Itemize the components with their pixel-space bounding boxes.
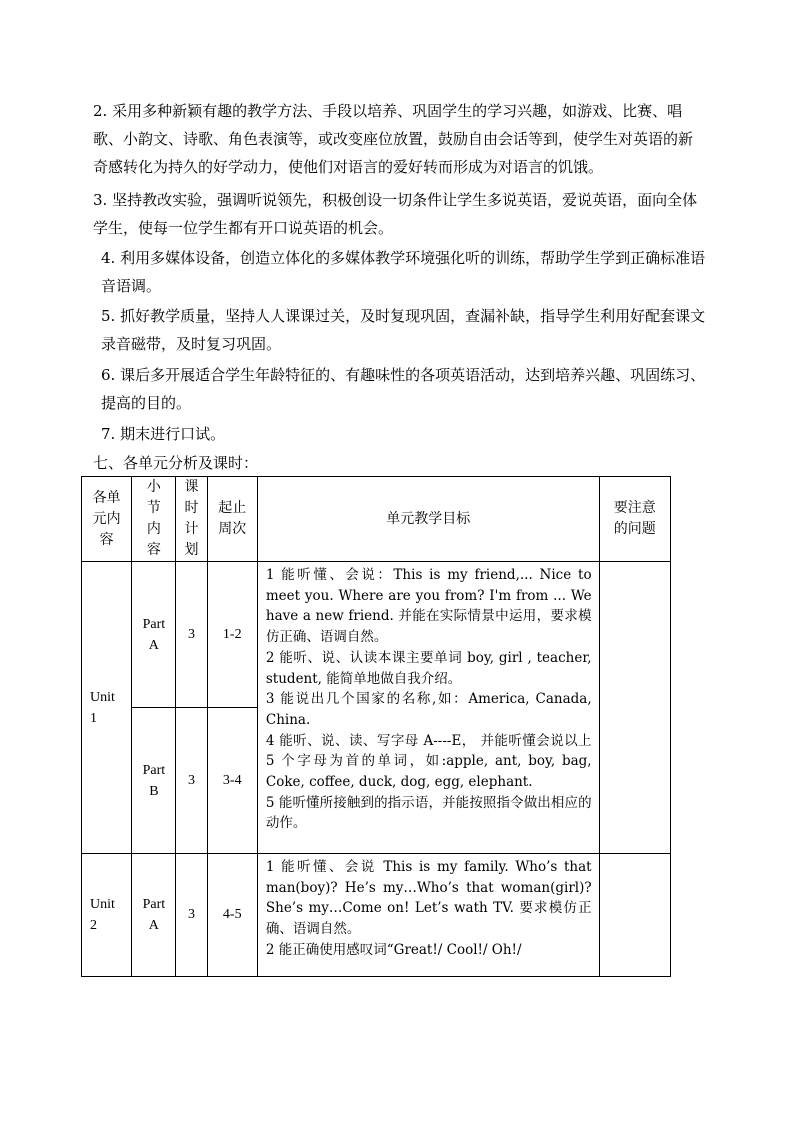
unit-plan-table	[81, 476, 671, 977]
unit-1-part-a-hours: 3	[176, 562, 207, 708]
unit-2-part-a-hours: 3	[176, 854, 207, 977]
table-row	[82, 562, 671, 708]
paragraph-2: 2. 采用多种新颖有趣的教学方法、手段以培养、巩固学生的学习兴趣，如游戏、比赛、唱歌、小韵文、诗歌、角色表演等，或改变座位放置，鼓励自由会话等到，使学生对英语的新奇感转化为持久的好学动力，使他们对语言的爱好转而形成为对语言的饥饿。	[93, 102, 694, 176]
paragraph-5: 5. 抓好教学质量，坚持人人课课过关，及时复现巩固，查漏补缺，指导学生利用好配套课文录音磁带，及时复习巩固。	[101, 307, 706, 353]
unit-2-notes	[599, 854, 670, 977]
header-section-content: 小 节 内 容	[132, 477, 176, 562]
unit-1-notes	[599, 562, 670, 854]
unit-1-goals: 1 能听懂、会说：This is my friend,... Nice to meet you. Where are you from? I'm from ... We have a new friend. 并能在实际情景中运用，要求模仿正确、语调自然。 2 能听、说、认读本课主要单词 boy, girl , teacher, student, 能简单地做自我介绍。 3 能说出几个国家的名称,如：America, Canada, China. 4 能听、说、读、写字母 A----E， 并能听懂会说以上 5 个字母为首的单词，如:apple, ant, boy, bag, Coke, coffee, duck, dog, egg, elephant. 5 能听懂所接触到的指示语，并能按照指令做出相应的动作。	[257, 562, 599, 854]
unit-2-part-a-weeks: 4-5	[207, 854, 257, 977]
paragraph-3: 3. 坚持教改实验，强调听说领先，积极创设一切条件让学生多说英语，爱说英语，面向全体学生，使每一位学生都有开口说英语的机会。	[93, 191, 698, 237]
paragraph-7: 7. 期末进行口试。	[101, 425, 226, 443]
unit-1-part-a: Part A	[132, 562, 176, 708]
section-title: 七、各单元分析及课时：	[93, 454, 259, 472]
header-lesson-plan: 课 时 计 划	[176, 477, 207, 562]
header-unit-content: 各单 元内 容	[82, 477, 132, 562]
paragraph-4: 4. 利用多媒体设备，创造立体化的多媒体教学环境强化听的训练，帮助学生学到正确标准语音语调。	[101, 249, 706, 295]
paragraph-6: 6. 课后多开展适合学生年龄特征的、有趣味性的各项英语活动，达到培养兴趣、巩固练习、提高的目的。	[101, 366, 706, 412]
table-row	[82, 854, 671, 977]
unit-2-goals: 1 能听懂、会说 This is my family. Who’s that man(boy)? He’s my…Who’s that woman(girl)? She’s my…Come on! Let’s wath TV. 要求模仿正确、语调自然。 2 能正确使用感叹词“Great!/ Cool!/ Oh!/	[257, 854, 599, 977]
unit-2-part-a: Part A	[132, 854, 176, 977]
header-goals: 单元教学目标	[257, 477, 599, 562]
table-header-row	[82, 477, 671, 562]
header-notes: 要注意 的问题	[599, 477, 670, 562]
unit-1-label: Unit 1	[82, 562, 132, 854]
unit-1-part-b-weeks: 3-4	[207, 708, 257, 854]
header-weeks: 起止 周次	[207, 477, 257, 562]
unit-1-part-b: Part B	[132, 708, 176, 854]
unit-1-part-a-weeks: 1-2	[207, 562, 257, 708]
unit-2-label: Unit 2	[82, 854, 132, 977]
unit-1-part-b-hours: 3	[176, 708, 207, 854]
